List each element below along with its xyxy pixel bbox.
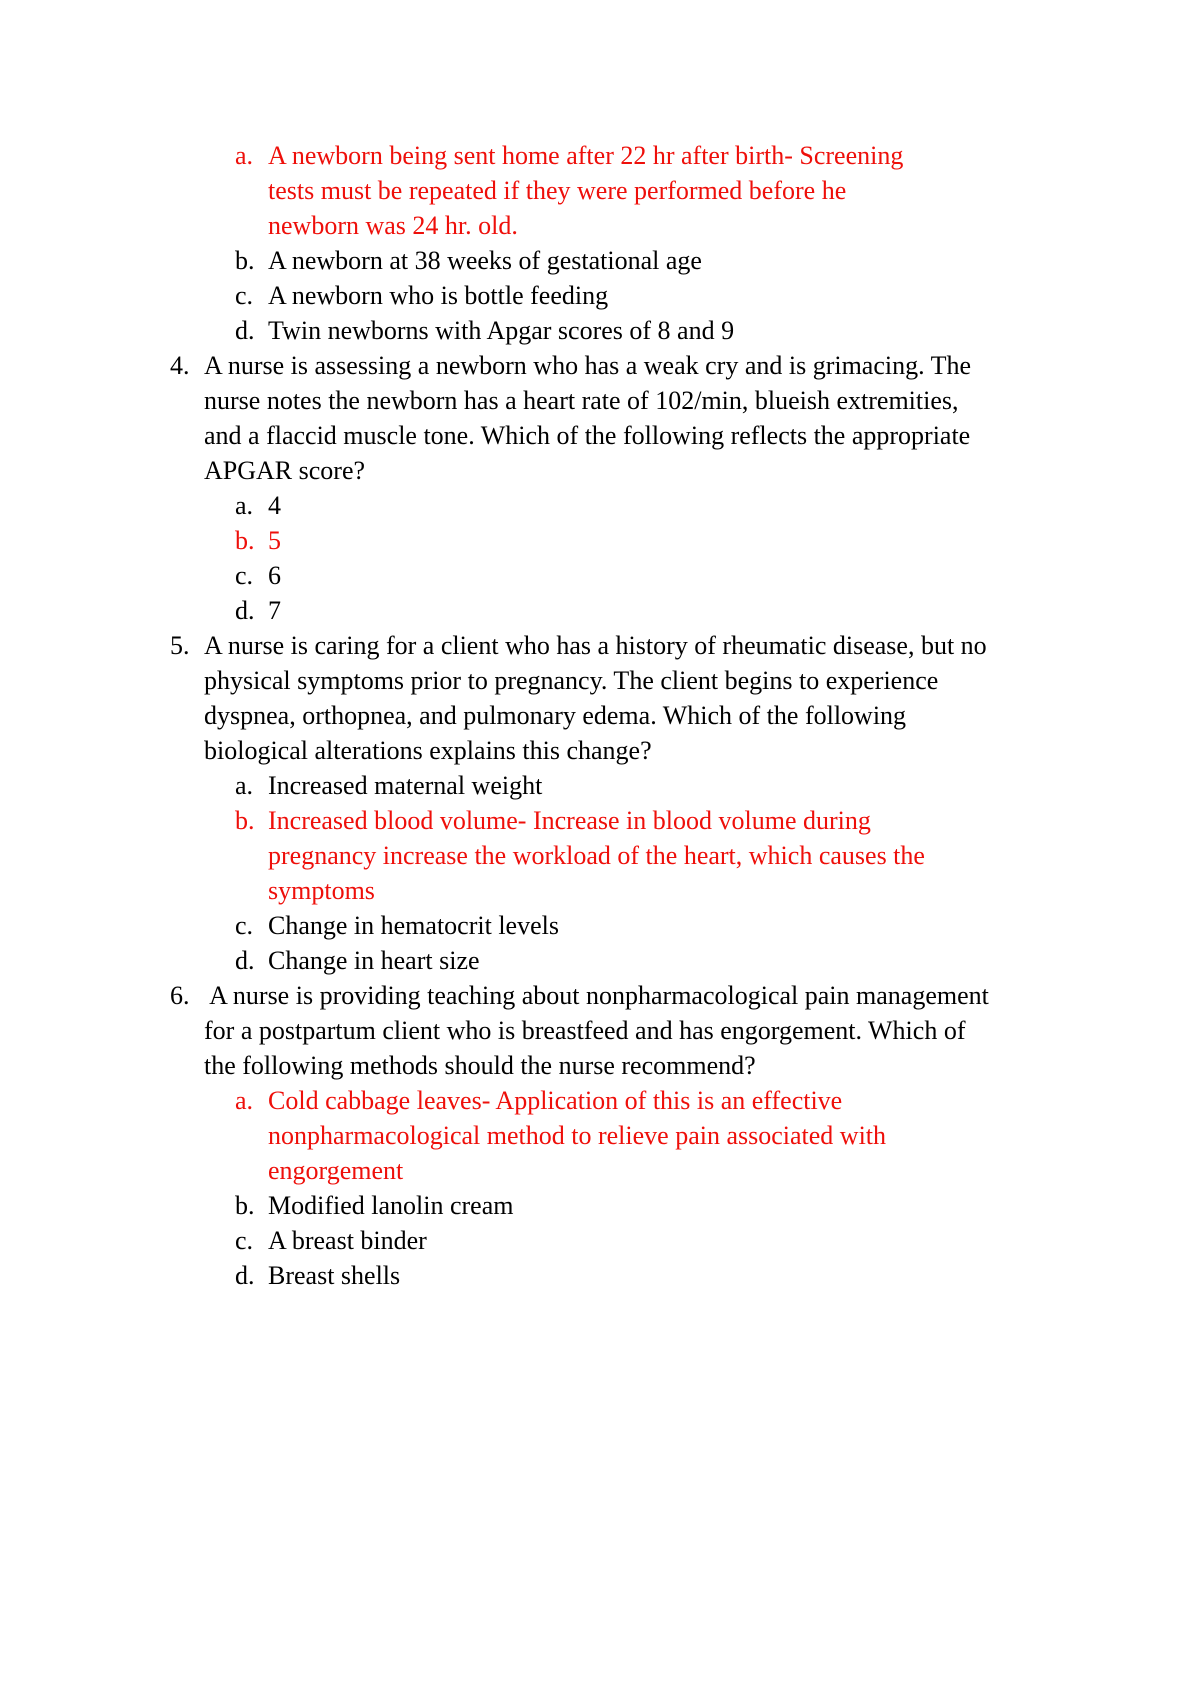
answer-options	[235, 1083, 935, 1293]
answer-option	[235, 593, 940, 628]
option-text: Cold cabbage leaves- Application of this is an effective nonpharmacological method to relieve pain associated with engorgement	[268, 1086, 887, 1185]
answer-option	[235, 558, 940, 593]
option-letter: d.	[235, 596, 255, 625]
option-letter: a.	[235, 491, 254, 520]
option-text: Increased blood volume- Increase in blood volume during pregnancy increase the workload of the heart, which causes the symptoms	[268, 806, 925, 905]
option-text: A breast binder	[268, 1226, 427, 1255]
option-letter: c.	[235, 1226, 254, 1255]
option-letter: d.	[235, 946, 255, 975]
question-text: A nurse is assessing a newborn who has a weak cry and is grimacing. The nurse notes the newborn has a heart rate of 102/min, blueish extremities, and a flaccid muscle tone. Which of the following reflects the appropriate APGAR score?	[204, 351, 972, 485]
answer-option-correct	[235, 138, 940, 243]
option-text: Breast shells	[268, 1261, 401, 1290]
answer-options	[235, 138, 935, 348]
question-number: 5.	[170, 631, 190, 660]
answer-option	[235, 1223, 940, 1258]
option-letter: d.	[235, 316, 255, 345]
option-letter: a.	[235, 141, 254, 170]
option-text: 5	[268, 526, 281, 555]
answer-option	[235, 313, 940, 348]
option-text: Increased maternal weight	[268, 771, 543, 800]
answer-option-correct	[235, 523, 940, 558]
question-text: A nurse is caring for a client who has a history of rheumatic disease, but no physical symptoms prior to pregnancy. The client begins to experience dyspnea, orthopnea, and pulmonary edema. Which of the following biological alterations explains this change?	[204, 631, 987, 765]
answer-option	[235, 1188, 940, 1223]
option-text: A newborn being sent home after 22 hr after birth- Screening tests must be repeated if they were performed before he newborn was 24 hr. old.	[268, 141, 904, 240]
option-text: 7	[268, 596, 281, 625]
question-text: A nurse is providing teaching about nonpharmacological pain management for a postpartum client who is breastfeed and has engorgement. Which of the following methods should the nurse recommend?	[204, 981, 989, 1080]
option-text: A newborn who is bottle feeding	[268, 281, 609, 310]
option-text: 4	[268, 491, 281, 520]
question-item	[170, 628, 994, 768]
answer-option	[235, 908, 940, 943]
question-number: 6.	[170, 981, 190, 1010]
question-item	[170, 978, 994, 1083]
option-letter: c.	[235, 281, 254, 310]
option-text: Twin newborns with Apgar scores of 8 and 9	[268, 316, 735, 345]
answer-option	[235, 278, 940, 313]
answer-option	[235, 1258, 940, 1293]
answer-option	[235, 488, 940, 523]
question-number: 4.	[170, 351, 190, 380]
answer-option	[235, 768, 940, 803]
option-text: A newborn at 38 weeks of gestational age	[268, 246, 702, 275]
answer-options	[235, 488, 935, 628]
option-text: 6	[268, 561, 281, 590]
option-letter: a.	[235, 1086, 254, 1115]
option-letter: b.	[235, 526, 255, 555]
option-letter: c.	[235, 911, 254, 940]
option-letter: d.	[235, 1261, 255, 1290]
option-letter: b.	[235, 806, 255, 835]
answer-option-correct	[235, 803, 940, 908]
option-letter: b.	[235, 246, 255, 275]
answer-option-correct	[235, 1083, 940, 1188]
document-content	[170, 138, 989, 1293]
option-text: Change in hematocrit levels	[268, 911, 559, 940]
option-letter: c.	[235, 561, 254, 590]
answer-option	[235, 943, 940, 978]
option-letter: a.	[235, 771, 254, 800]
option-text: Modified lanolin cream	[268, 1191, 514, 1220]
option-letter: b.	[235, 1191, 255, 1220]
answer-options	[235, 768, 935, 978]
answer-option	[235, 243, 940, 278]
question-item	[170, 348, 994, 488]
option-text: Change in heart size	[268, 946, 480, 975]
